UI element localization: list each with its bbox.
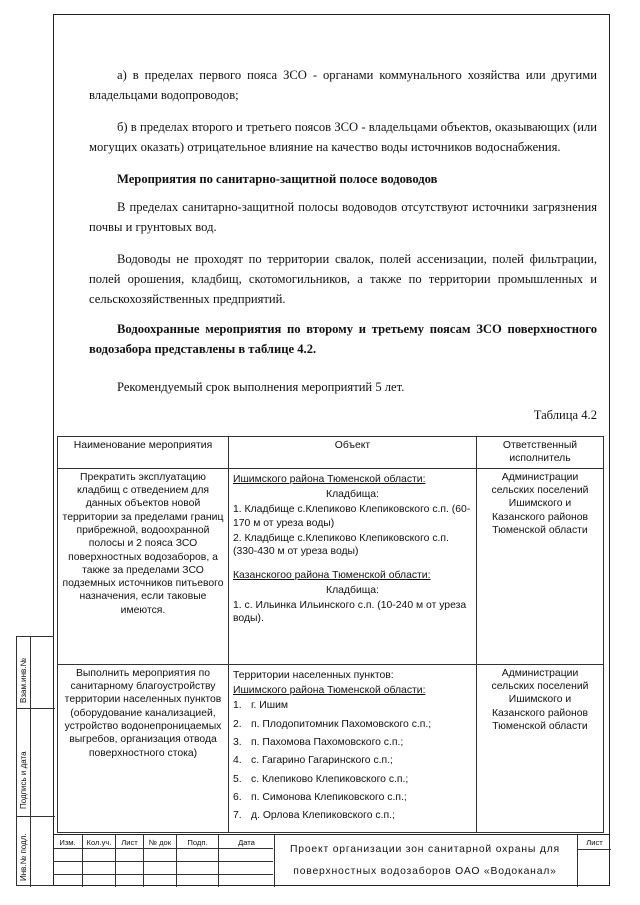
header-object: Объект: [229, 437, 477, 469]
side-stamp: [16, 636, 54, 886]
header-measure: Наименование мероприятия: [58, 437, 229, 469]
row1-object: [229, 468, 477, 664]
list-item: 3. п. Пахомова Пахомовского с.п.;: [233, 736, 404, 748]
list-item: 1. г. Ишим: [233, 700, 289, 712]
sheet-label: Лист: [586, 838, 603, 847]
row2-region-ishim: Ишимского района Тюменской области:: [233, 684, 426, 696]
list-item: 5. с. Клепиково Клепиковского с.п.;: [233, 773, 409, 785]
row2-locations-list: [233, 699, 472, 822]
row1-cemeteries-label: Кладбища:: [326, 488, 379, 500]
row2-territories-label: Территории населенных пунктов:: [233, 669, 394, 681]
table-row: [58, 468, 604, 664]
paragraph-no-sources: В пределах санитарно-защитной полосы водоводов отсутствуют источники загрязнения почвы и грунтовых вод.: [89, 200, 597, 234]
list-item: 6. п. Симонова Клепиковского с.п.;: [233, 791, 407, 803]
col-date: Дата: [238, 838, 255, 847]
col-izm: Изм.: [59, 838, 76, 847]
row1-item1: 1. Кладбище с.Клепиково Клепиковского с.п. (60-170 м от уреза воды): [233, 504, 471, 529]
list-item: 4. с. Гагарино Гагаринского с.п.;: [233, 755, 393, 767]
header-responsible: Ответственный исполнитель: [477, 437, 604, 469]
paragraph-term: Рекомендуемый срок выполнения мероприятий 5 лет.: [117, 380, 405, 394]
title-block: [53, 834, 610, 887]
side-label-signature: Подпись и дата: [19, 751, 28, 809]
side-label-original: Инв.№ подл.: [19, 833, 28, 881]
col-kol-uch: Кол.уч.: [86, 838, 112, 847]
paragraph-pipelines: Водоводы не проходят по территории свалок, полей ассенизации, полей фильтрации, полей орошения, кладбищ, скотомогильников, а также по территории промышленных и сельскохозяйственных предприятий.: [89, 252, 597, 306]
col-doc-number: № док: [148, 838, 172, 847]
measures-table: [57, 436, 604, 833]
title-line-2: поверхностных водозаборов ОАО «Водоканал»: [293, 865, 557, 877]
col-list: Лист: [121, 838, 138, 847]
paragraph-b: б) в пределах второго и третьего поясов ЗСО - владельцами объектов, оказывающих (или могущих оказать) отрицательное влияние на качество воды источников водоснабжения.: [89, 120, 597, 154]
title-line-1: Проект организации зон санитарной охраны для: [290, 844, 560, 855]
col-signature: Подп.: [187, 838, 208, 847]
table-row: [58, 664, 604, 832]
row1-region-ishim: Ишимского района Тюменской области:: [233, 473, 426, 485]
title-block-text: [275, 839, 575, 883]
row2-responsible: Администрации сельских поселений Ишимского и Казанского районов Тюменской области: [477, 664, 604, 832]
table-header-row: [58, 437, 604, 469]
row1-responsible: Администрации сельских поселений Ишимского и Казанского районов Тюменской области: [477, 468, 604, 664]
row1-region-kazan: Казанскогоо района Тюменской области:: [233, 569, 431, 581]
row1-item3: 1. с. Ильинка Ильинского с.п. (10-240 м от уреза воды).: [233, 600, 467, 625]
row2-measure: Выполнить мероприятия по санитарному благоустройству территории населенных пунктов (оборудование канализацией, устройство водонепроницаемых выгребов, организация отвода поверхностного стока): [58, 664, 229, 832]
row2-object: [229, 664, 477, 832]
row1-cemeteries-label2: Кладбища:: [326, 584, 379, 596]
list-item: 2. п. Плодопитомник Пахомовского с.п.;: [233, 718, 432, 730]
side-label-replacement: Взам.инв.№: [19, 657, 28, 703]
row1-item2: 2. Кладбище с.Клепиково Клепиковского с.п. (330-430 м от уреза воды): [233, 532, 449, 558]
paragraph-a: а) в пределах первого пояса ЗСО - органами коммунального хозяйства или другими владельцами водопроводов;: [89, 68, 597, 102]
sheet-number-box: [577, 835, 610, 887]
list-item: 7. д. Орлова Клепиковского с.п.;: [233, 810, 395, 822]
row1-measure: Прекратить эксплуатацию кладбищ с отведением для данных объектов новой территории за пределами границ прибрежной, водоохранной полосы и 2 пояса ЗСО поверхностных водозаборов, а также за пределами ЗСО подземных источников питьевого назначения, если таковые имеются.: [58, 468, 229, 664]
heading-sanitary-strip: Мероприятия по санитарно-защитной полосе водоводов: [117, 172, 438, 186]
heading-measures: Водоохранные мероприятия по второму и третьему поясам ЗСО поверхностного водозабора представлены в таблице 4.2.: [89, 322, 597, 356]
table-caption: Таблица 4.2: [533, 408, 597, 422]
